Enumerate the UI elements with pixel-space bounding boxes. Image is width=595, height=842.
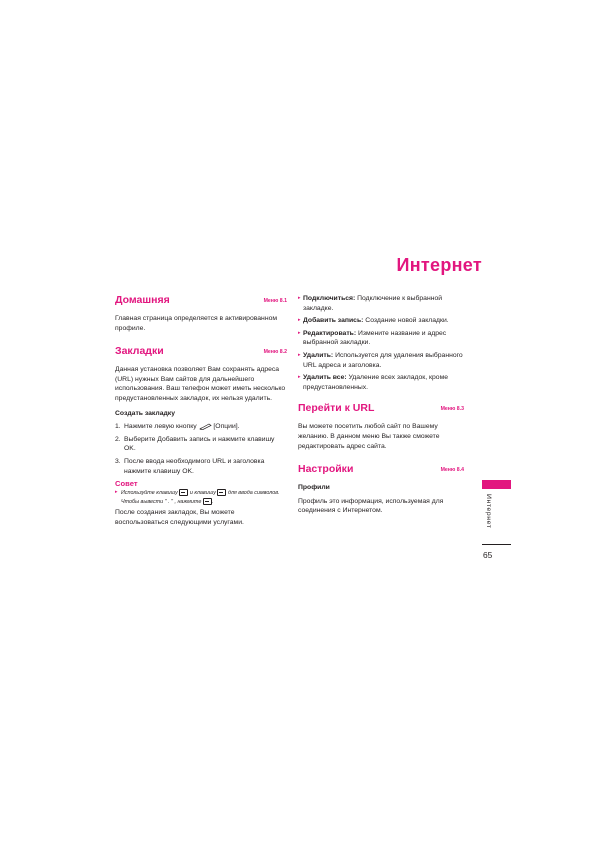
zero-key-icon <box>203 498 212 505</box>
step-number: 3. <box>115 457 121 465</box>
arrow-icon: ▸ <box>298 295 301 301</box>
menu-number-goto-url: Меню 8.3 <box>440 406 464 413</box>
arrow-icon: ▸ <box>298 329 301 336</box>
bookmark-options-list <box>298 294 464 392</box>
section-header-bookmarks <box>115 345 287 362</box>
section-title-home: Домашняя <box>115 294 170 306</box>
arrow-icon: ▸ <box>298 374 301 381</box>
step-text: Выберите Добавить запись и нажмите клавишу OK. <box>124 435 275 453</box>
menu-number-bookmarks: Меню 8.2 <box>263 349 287 356</box>
option-term: Редактировать: <box>303 329 357 337</box>
section-title-settings: Настройки <box>298 463 354 476</box>
tip-text-part: Используйте клавишу <box>121 490 178 497</box>
option-term: Добавить запись: <box>303 317 364 325</box>
option-item <box>298 329 464 348</box>
home-description: Главная страница определяется в активированном профиле. <box>115 315 278 332</box>
step-item <box>115 457 287 476</box>
step-text <box>124 422 240 432</box>
tip-text-part: . <box>211 498 214 505</box>
arrow-icon: ▸ <box>298 351 301 358</box>
section-header-goto-url <box>298 402 464 419</box>
step-text: После ввода необходимого URL и заголовка нажмите клавишу OK. <box>124 457 265 475</box>
arrow-icon: ▸ <box>298 317 301 324</box>
step-number: 1. <box>115 423 121 431</box>
option-desc: Удаление всех закладок, кроме предустановленных. <box>303 374 449 391</box>
section-header-settings <box>298 463 464 480</box>
create-bookmark-heading: Создать закладку <box>115 409 175 417</box>
hash-key-icon <box>217 489 226 496</box>
chapter-side-label: Интернет <box>485 494 492 529</box>
menu-number-settings: Меню 8.4 <box>440 467 464 474</box>
step-number: 2. <box>115 435 121 443</box>
tip-text-part: и клавишу <box>189 490 216 497</box>
step-text-after: [Опции]. <box>213 423 240 431</box>
option-term: Удалить все: <box>303 374 347 382</box>
menu-number-home: Меню 8.1 <box>263 298 287 304</box>
option-desc: Создание новой закладки. <box>365 317 449 325</box>
option-item <box>298 316 464 326</box>
after-bookmark-text: После создания закладок, Вы можете воспользоваться следующими услугами. <box>115 509 244 526</box>
bookmarks-description: Данная установка позволяет Вам сохранять адреса (URL) нужных Вам сайтов для дальнейшего использования. Ваш телефон может иметь несколько предустановленных закладок, их нельзя удалить. <box>115 366 286 402</box>
tip-note <box>115 489 287 506</box>
right-column <box>298 294 464 516</box>
option-item <box>298 294 464 313</box>
create-bookmark-steps <box>115 422 287 476</box>
goto-url-description: Вы можете посетить любой сайт по Вашему желанию. В данном меню Вы также сможете редактировать адрес сайта. <box>298 423 440 450</box>
left-soft-key-icon <box>199 423 212 430</box>
option-term: Подключиться: <box>303 295 356 302</box>
option-desc: Используется для удаления выбранного URL адреса и заголовка. <box>303 351 463 369</box>
left-column <box>115 294 287 527</box>
profiles-heading: Профили <box>298 484 330 492</box>
option-item <box>298 351 464 370</box>
section-header-home <box>115 294 287 311</box>
tip-text-part: для ввода символов. Чтобы вывести " . " , нажмите <box>121 490 280 505</box>
profiles-description: Профиль это информация, используемая для соединения с Интернетом. <box>298 497 444 515</box>
step-item <box>115 435 287 454</box>
section-title-goto-url: Перейти к URL <box>298 402 375 415</box>
page-title: Интернет <box>396 255 482 275</box>
tip-text <box>121 489 287 506</box>
step-item <box>115 422 287 432</box>
option-desc: Подключение к выбранной закладке. <box>303 295 443 312</box>
section-title-bookmarks: Закладки <box>115 345 164 358</box>
step-text-before: Нажмите левую кнопку <box>124 423 197 431</box>
chapter-tab <box>482 480 511 489</box>
option-desc: Измените название и адрес выбранной закладки. <box>303 329 447 347</box>
option-item <box>298 373 464 392</box>
page-number: 65 <box>483 550 493 560</box>
star-key-icon <box>179 489 188 496</box>
option-term: Удалить: <box>303 351 334 359</box>
page-number-rule <box>482 544 511 545</box>
arrow-icon: ▸ <box>115 489 118 496</box>
tip-title: Совет <box>115 479 138 489</box>
